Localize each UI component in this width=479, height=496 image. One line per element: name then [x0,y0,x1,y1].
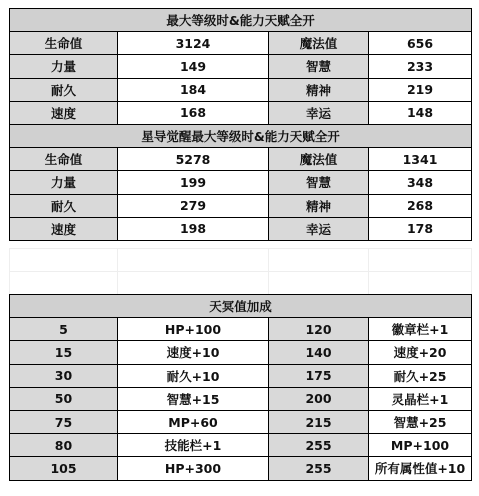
empty-cell [369,249,472,272]
row-label-cell: 15 [10,341,118,364]
value-cell: MP+60 [118,410,269,433]
table-row [10,217,472,240]
row-label-cell: 140 [269,341,369,364]
empty-row [10,249,472,272]
value-cell: 速度+10 [118,341,269,364]
row-label-cell: 120 [269,318,369,341]
empty-cell [369,272,472,295]
row-label-cell: 175 [269,364,369,387]
table-row [10,171,472,194]
value-cell: 268 [369,194,472,217]
table-row [10,148,472,171]
table-row [10,101,472,124]
row-label-cell: 生命值 [10,148,118,171]
row-label-cell: 力量 [10,55,118,78]
table-row [10,410,472,433]
value-cell: 耐久+10 [118,364,269,387]
max-level-title-row [10,9,472,32]
row-label-cell: 魔法值 [269,148,369,171]
value-cell: 168 [118,101,269,124]
row-label-cell: 幸运 [269,101,369,124]
table-row [10,78,472,101]
row-label-cell: 魔法值 [269,32,369,55]
table-row [10,364,472,387]
empty-cell [10,249,118,272]
value-cell: 徽章栏+1 [369,318,472,341]
stats-table [9,8,472,241]
value-cell: 149 [118,55,269,78]
value-cell: 智慧+15 [118,387,269,410]
awakened-title: 星导觉醒最大等级时&能力天赋全开 [10,124,472,147]
value-cell: 5278 [118,148,269,171]
value-cell: 198 [118,217,269,240]
empty-cell [118,272,269,295]
value-cell: 348 [369,171,472,194]
row-label-cell: 智慧 [269,55,369,78]
value-cell: HP+300 [118,457,269,480]
row-label-cell: 速度 [10,101,118,124]
row-label-cell: 精神 [269,194,369,217]
row-label-cell: 耐久 [10,194,118,217]
spreadsheet-gap-rows [9,248,472,295]
row-label-cell: 80 [10,434,118,457]
row-label-cell: 215 [269,410,369,433]
tenmei-title-row [10,295,472,318]
row-label-cell: 75 [10,410,118,433]
max-level-title: 最大等级时&能力天赋全开 [10,9,472,32]
value-cell: 279 [118,194,269,217]
row-label-cell: 255 [269,434,369,457]
stats-table-body [10,9,472,241]
value-cell: 184 [118,78,269,101]
table-row [10,194,472,217]
row-label-cell: 200 [269,387,369,410]
value-cell: 智慧+25 [369,410,472,433]
row-label-cell: 耐久 [10,78,118,101]
row-label-cell: 生命值 [10,32,118,55]
value-cell: HP+100 [118,318,269,341]
value-cell: 199 [118,171,269,194]
table-row [10,341,472,364]
empty-cell [269,272,369,295]
value-cell: 656 [369,32,472,55]
row-label-cell: 30 [10,364,118,387]
tenmei-table-body [10,295,472,481]
row-label-cell: 50 [10,387,118,410]
table-row [10,457,472,480]
table-row [10,434,472,457]
value-cell: 233 [369,55,472,78]
row-label-cell: 力量 [10,171,118,194]
awakened-title-row [10,124,472,147]
empty-row [10,272,472,295]
value-cell: 灵晶栏+1 [369,387,472,410]
value-cell: 219 [369,78,472,101]
value-cell: 耐久+25 [369,364,472,387]
tenmei-bonus-table [9,294,472,481]
value-cell: MP+100 [369,434,472,457]
row-label-cell: 速度 [10,217,118,240]
value-cell: 技能栏+1 [118,434,269,457]
empty-cell [269,249,369,272]
tenmei-title: 天冥值加成 [10,295,472,318]
table-row [10,318,472,341]
value-cell: 1341 [369,148,472,171]
row-label-cell: 智慧 [269,171,369,194]
table-row [10,387,472,410]
value-cell: 178 [369,217,472,240]
row-label-cell: 105 [10,457,118,480]
row-label-cell: 精神 [269,78,369,101]
value-cell: 速度+20 [369,341,472,364]
table-row [10,32,472,55]
row-label-cell: 255 [269,457,369,480]
value-cell: 148 [369,101,472,124]
row-label-cell: 5 [10,318,118,341]
empty-cell [10,272,118,295]
table-row [10,55,472,78]
value-cell: 3124 [118,32,269,55]
row-label-cell: 幸运 [269,217,369,240]
empty-cell [118,249,269,272]
value-cell: 所有属性值+10 [369,457,472,480]
